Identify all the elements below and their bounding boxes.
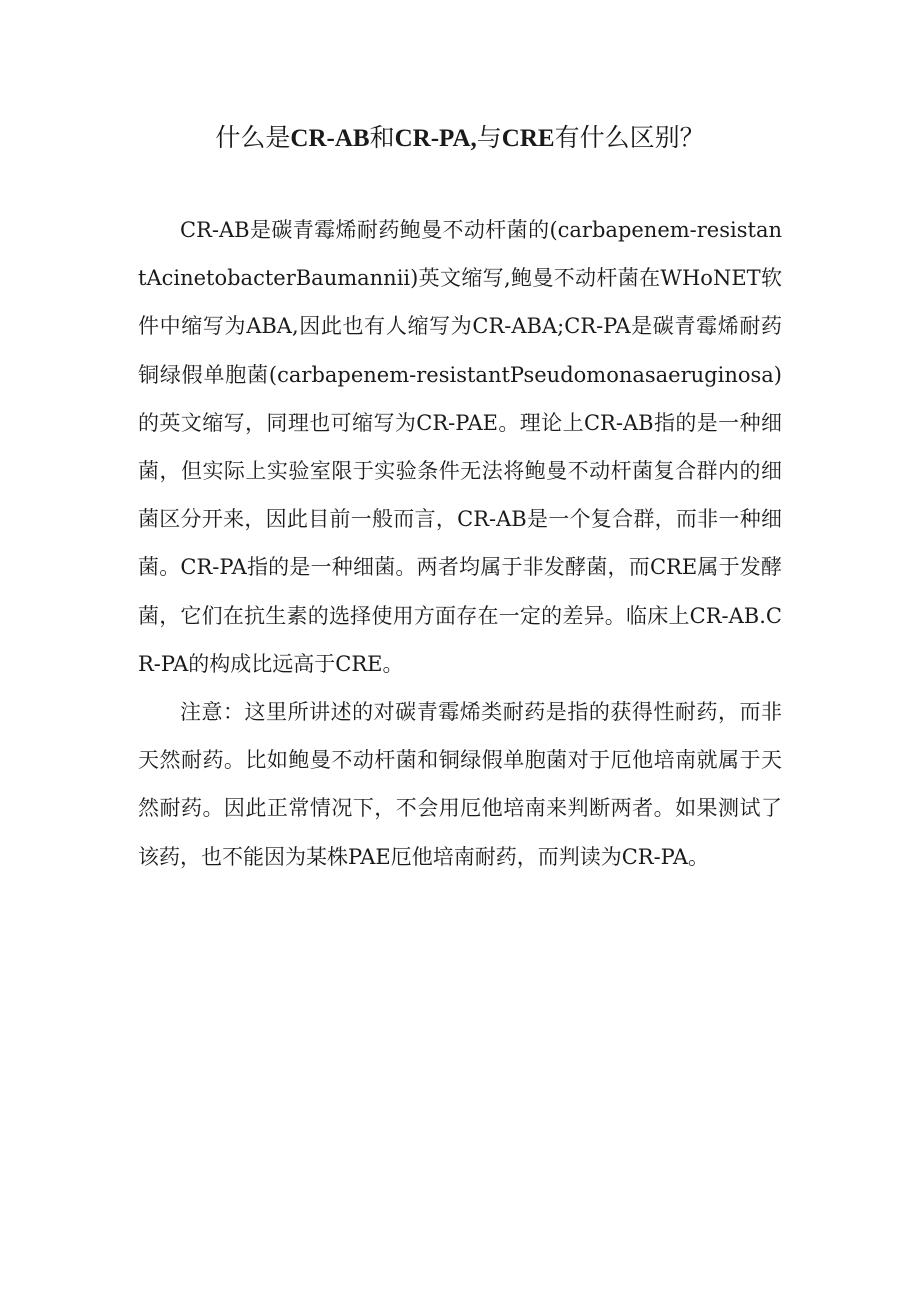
title-text-1: 什么是 (215, 123, 291, 152)
title-text-2: 和 (369, 123, 395, 152)
title-text-4: 有什么区别？ (554, 123, 705, 152)
document-title (0, 118, 920, 159)
title-term-cre: CRE (501, 125, 555, 152)
title-text-3: 与 (476, 123, 502, 152)
title-term-cr-ab: CR-AB (290, 125, 370, 152)
body-paragraph-2-note: 注意：这里所讲述的对碳青霉烯类耐药是指的获得性耐药，而非天然耐药。比如鲍曼不动杆菌和铜绿假单胞菌对于厄他培南就属于天然耐药。因此正常情况下，不会用厄他培南来判断两者。如果测试了该药，也不能因为某株PAE厄他培南耐药，而判读为CR-PA。 (138, 700, 782, 869)
body-paragraph-1: CR-AB是碳青霉烯耐药鲍曼不动杆菌的(carbapenem-resistantAcinetobacterBaumannii)英文缩写,鲍曼不动杆菌在WHoNET软件中缩写为ABA,因此也有人缩写为CR-ABA;CR-PA是碳青霉烯耐药铜绿假单胞菌(carbapenem-resistantPseudomonasaeruginosa)的英文缩写，同理也可缩写为CR-PAE。理论上CR-AB指的是一种细菌，但实际上实验室限于实验条件无法将鲍曼不动杆菌复合群内的细菌区分开来，因此目前一般而言，CR-AB是一个复合群，而非一种细菌。CR-PA指的是一种细菌。两者均属于非发酵菌，而CRE属于发酵菌，它们在抗生素的选择使用方面存在一定的差异。临床上CR-AB.CR-PA的构成比远高于CRE。 (138, 218, 782, 676)
document-body (138, 206, 782, 881)
title-term-cr-pa: CR-PA, (394, 125, 477, 152)
